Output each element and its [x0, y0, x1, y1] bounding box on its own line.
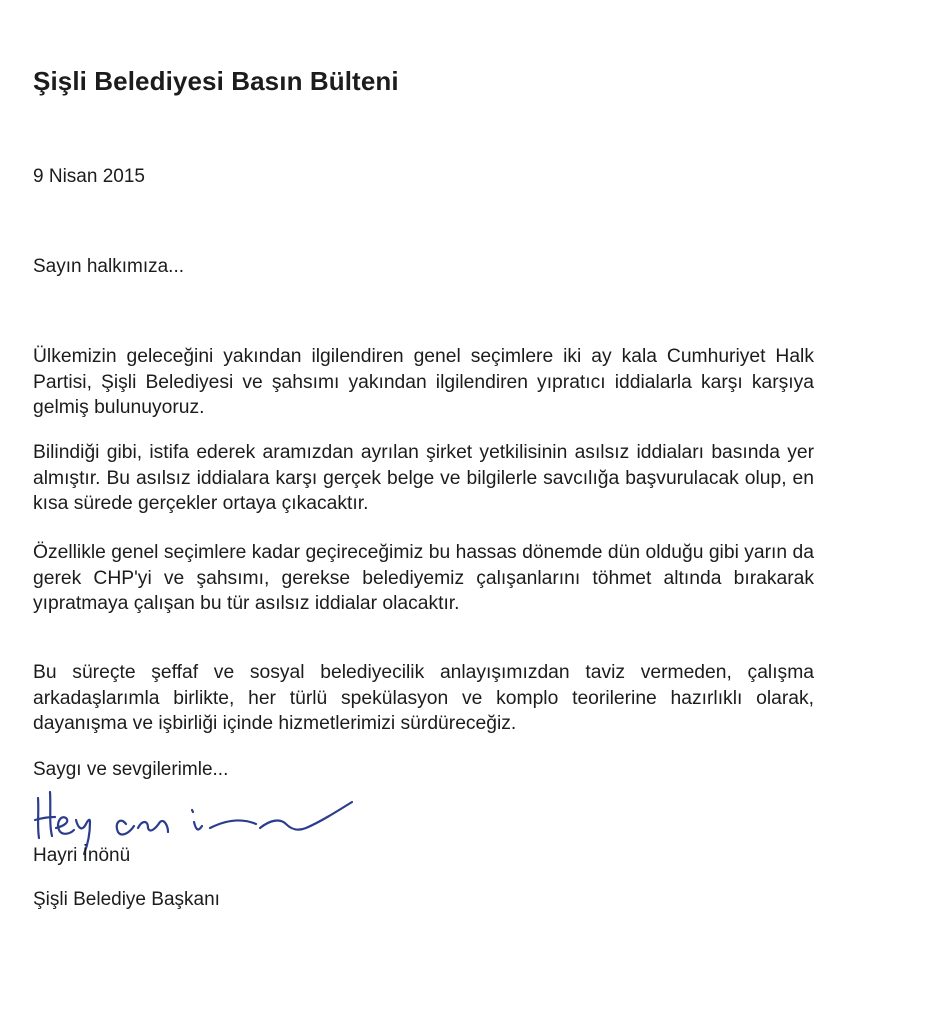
signer-name: Hayri İnönü	[33, 845, 131, 866]
document-title: Şişli Belediyesi Basın Bülteni	[33, 66, 399, 96]
document-date: 9 Nisan 2015	[33, 166, 145, 187]
paragraph-3: Özellikle genel seçimlere kadar geçireceğimiz bu hassas dönemde dün olduğu gibi yarın da gerek CHP'yi ve şahsımı, gerekse belediyemiz çalışanlarını töhmet altında bırakarak yıpratmaya çalışan bu tür asılsız iddialar olacaktır.	[33, 542, 814, 614]
paragraph-4: Bu süreçte şeffaf ve sosyal belediyecilik anlayışımızdan taviz vermeden, çalışma arkadaşlarımla birlikte, her türlü spekülasyon ve komplo teorilerine hazırlıklı olarak, dayanışma ve işbirliği içinde hizmetlerimizi sürdüreceğiz.	[33, 662, 814, 734]
paragraph-1: Ülkemizin geleceğini yakından ilgilendiren genel seçimlere iki ay kala Cumhuriyet Halk Partisi, Şişli Belediyesi ve şahsımı yakından ilgilendiren yıpratıcı iddialarla karşı karşıya gelmiş bulunuyoruz.	[33, 346, 814, 418]
paragraph-2: Bilindiği gibi, istifa ederek aramızdan ayrılan şirket yetkilisinin asılsız iddiaları basında yer almıştır. Bu asılsız iddialara karşı gerçek belge ve bilgilerle savcılığa başvurulacak olup, en kısa sürede gerçekler ortaya çıkacaktır.	[33, 442, 814, 514]
greeting: Sayın halkımıza...	[33, 256, 185, 277]
signer-title: Şişli Belediye Başkanı	[33, 889, 220, 910]
closing-line: Saygı ve sevgilerimle...	[33, 759, 229, 780]
